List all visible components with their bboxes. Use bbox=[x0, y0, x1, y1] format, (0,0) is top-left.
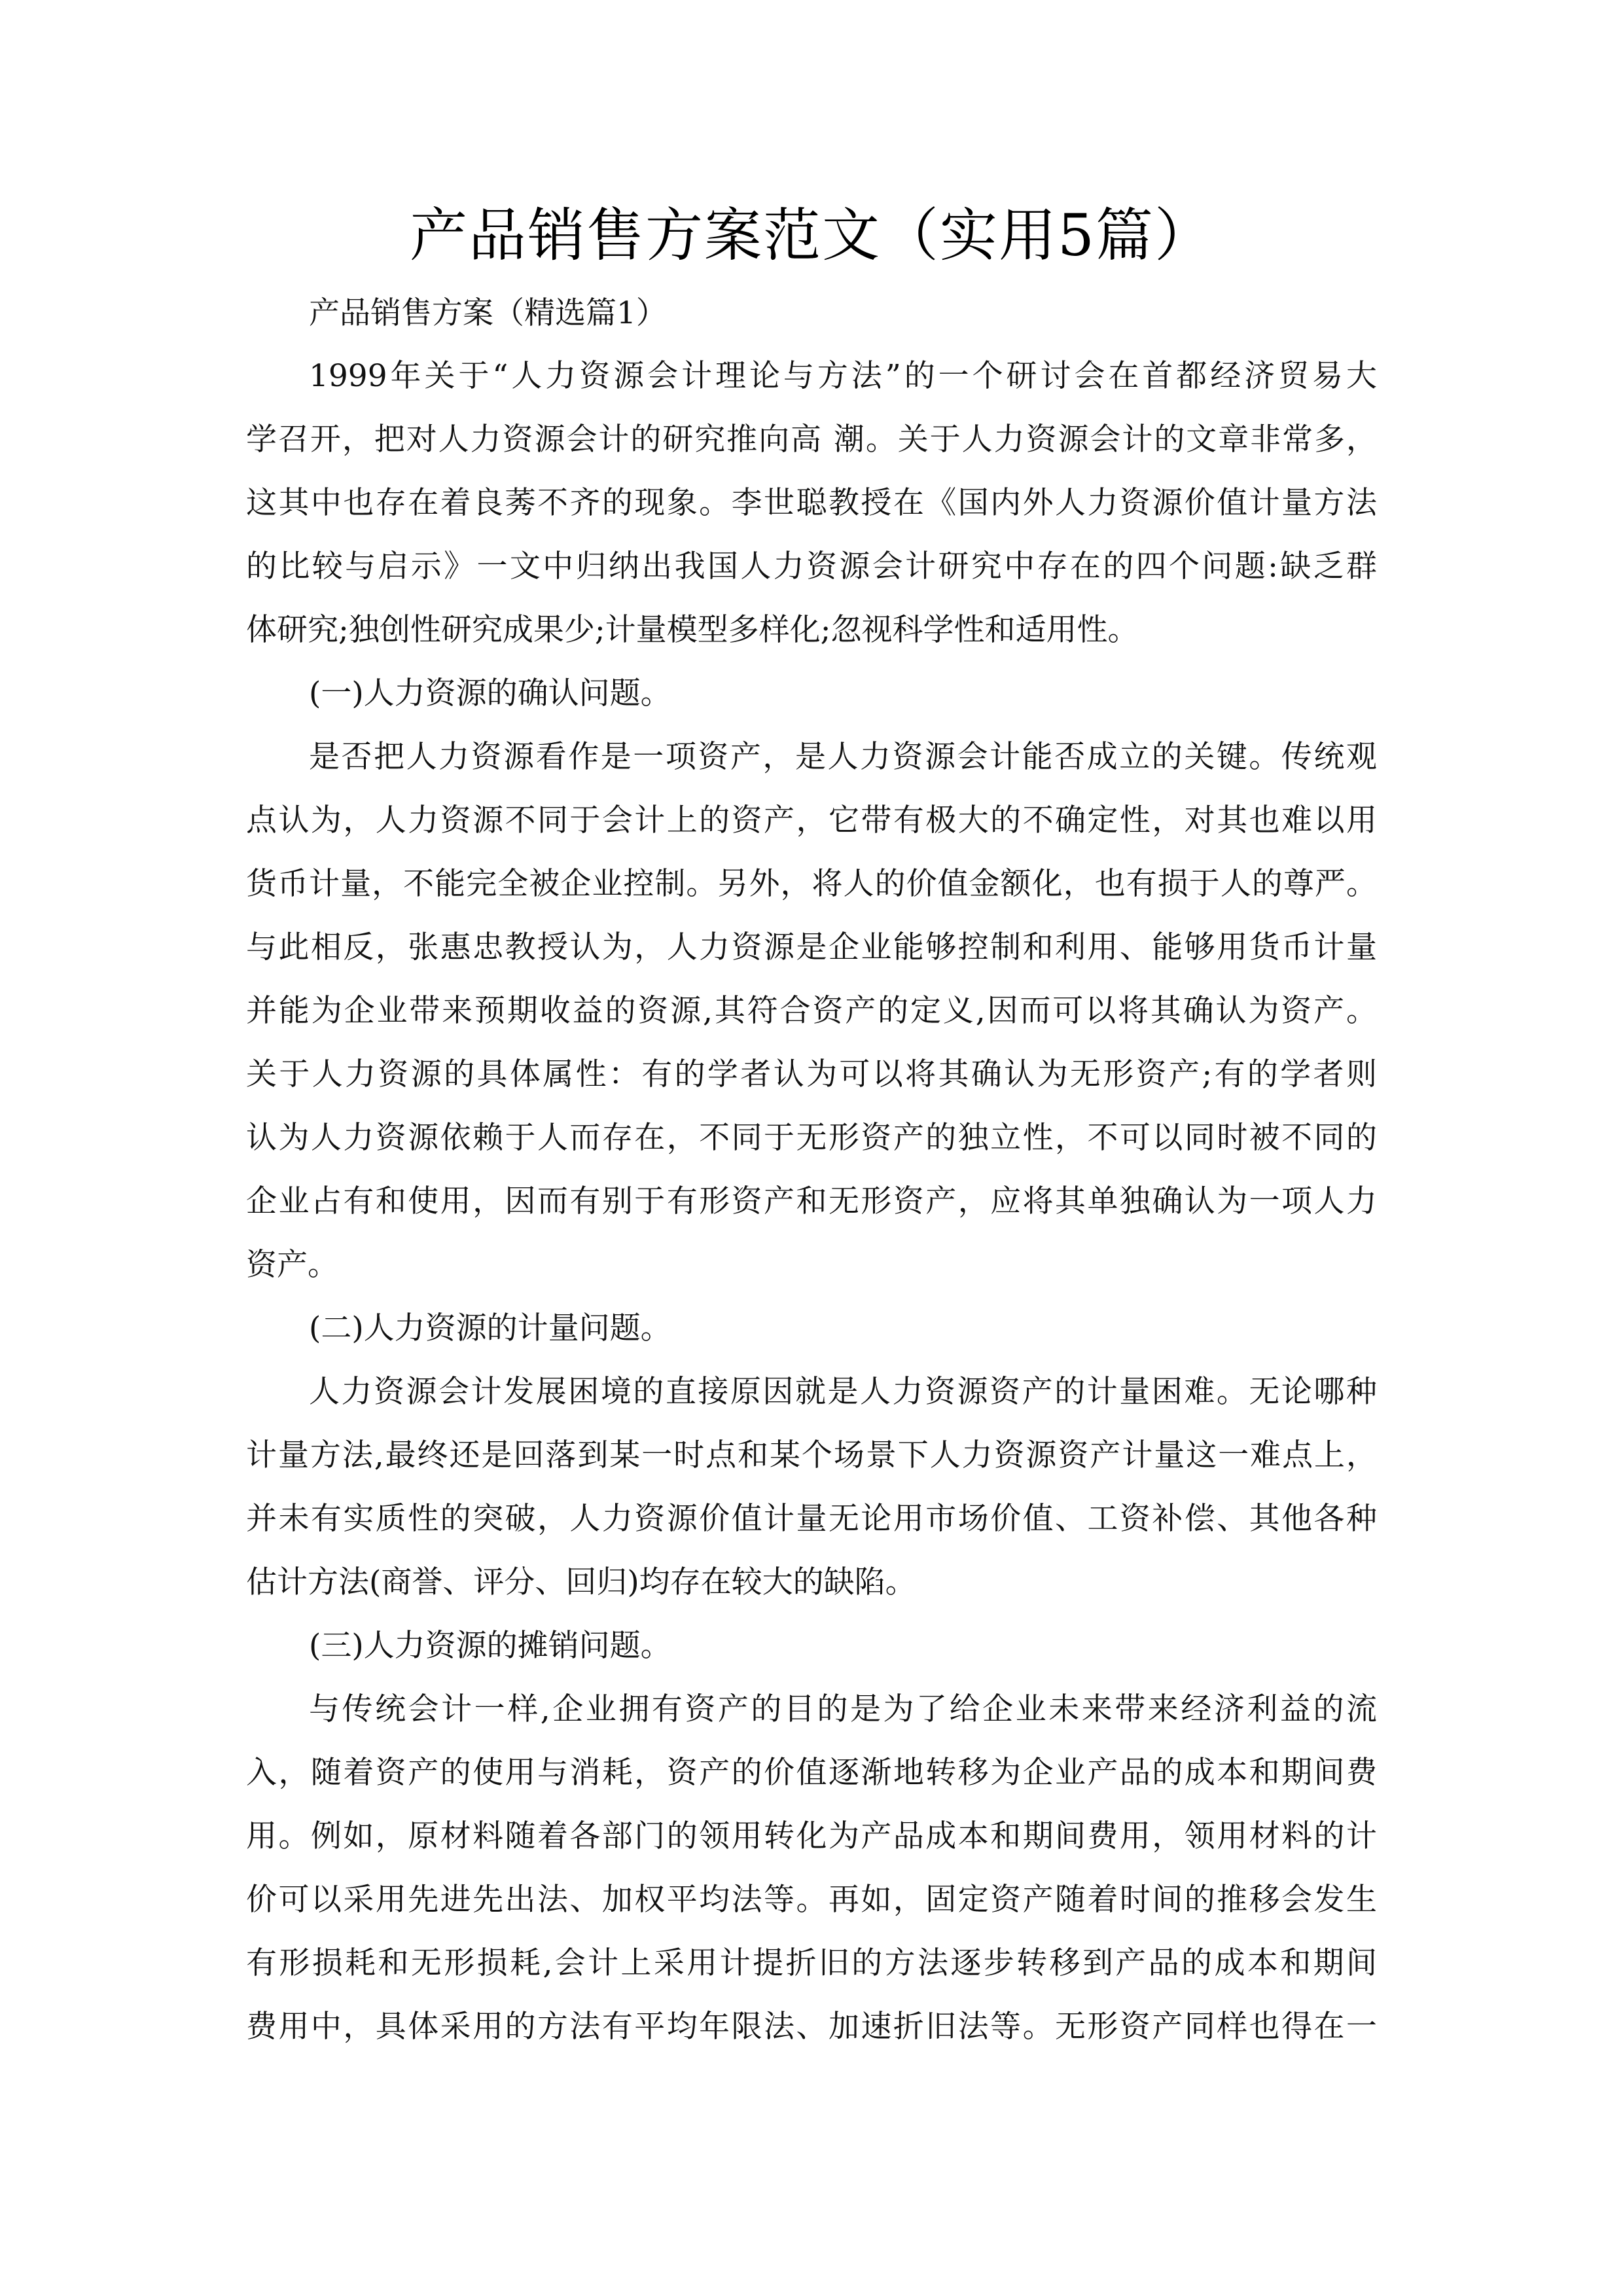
paragraph-line: 入，随着资产的使用与消耗，资产的价值逐渐地转移为企业产品的成本和期间费 bbox=[246, 1755, 1377, 1791]
section-heading: 产品销售方案（精选篇1） bbox=[309, 295, 667, 331]
paragraph-line: 学召开，把对人力资源会计的研究推向高 潮。关于人力资源会计的文章非常多， bbox=[246, 422, 1377, 457]
paragraph-line: 点认为，人力资源不同于会计上的资产，它带有极大的不确定性，对其也难以用 bbox=[246, 802, 1377, 838]
paragraph-line: 企业占有和使用，因而有别于有形资产和无形资产，应将其单独确认为一项人力 bbox=[246, 1183, 1377, 1219]
paragraph-line: 体研究;独创性研究成果少;计量模型多样化;忽视科学性和适用性。 bbox=[246, 612, 1139, 648]
paragraph-line: 费用中，具体采用的方法有平均年限法、加速折旧法等。无形资产同样也得在一 bbox=[246, 2009, 1377, 2045]
paragraph-line: 价可以采用先进先出法、加权平均法等。再如，固定资产随着时间的推移会发生 bbox=[246, 1882, 1377, 1918]
paragraph-line: 人力资源会计发展困境的直接原因就是人力资源资产的计量困难。无论哪种 bbox=[309, 1374, 1377, 1410]
paragraph-line: 与此相反，张惠忠教授认为，人力资源是企业能够控制和利用、能够用货币计量 bbox=[246, 929, 1377, 965]
subheading: (一)人力资源的确认问题。 bbox=[309, 675, 671, 711]
paragraph-line: 计量方法,最终还是回落到某一时点和某个场景下人力资源资产计量这一难点上， bbox=[246, 1437, 1377, 1473]
paragraph-line: 资产。 bbox=[246, 1247, 338, 1283]
document-title: 产品销售方案范文（实用5篇） bbox=[410, 202, 1213, 269]
subheading: (三)人力资源的摊销问题。 bbox=[309, 1628, 671, 1664]
paragraph-line: 与传统会计一样,企业拥有资产的目的是为了给企业未来带来经济利益的流 bbox=[309, 1691, 1377, 1727]
paragraph-line: 是否把人力资源看作是一项资产，是人力资源会计能否成立的关键。传统观 bbox=[309, 739, 1377, 775]
paragraph-line: 用。例如，原材料随着各部门的领用转化为产品成本和期间费用，领用材料的计 bbox=[246, 1818, 1377, 1854]
paragraph-line: 货币计量，不能完全被企业控制。另外，将人的价值金额化，也有损于人的尊严。 bbox=[246, 866, 1377, 902]
paragraph-line: 估计方法(商誉、评分、回归)均存在较大的缺陷。 bbox=[246, 1564, 916, 1600]
paragraph-line: 并未有实质性的突破，人力资源价值计量无论用市场价值、工资补偿、其他各种 bbox=[246, 1501, 1377, 1537]
paragraph-line: 并能为企业带来预期收益的资源,其符合资产的定义,因而可以将其确认为资产。 bbox=[246, 993, 1377, 1029]
paragraph-line: 这其中也存在着良莠不齐的现象。李世聪教授在《国内外人力资源价值计量方法 bbox=[246, 485, 1377, 521]
paragraph-line: 关于人力资源的具体属性：有的学者认为可以将其确认为无形资产;有的学者则 bbox=[246, 1056, 1377, 1092]
paragraph-line: 有形损耗和无形损耗,会计上采用计提折旧的方法逐步转移到产品的成本和期间 bbox=[246, 1945, 1377, 1981]
subheading: (二)人力资源的计量问题。 bbox=[309, 1310, 671, 1346]
paragraph-line: 1999年关于“人力资源会计理论与方法”的一个研讨会在首都经济贸易大 bbox=[309, 358, 1377, 394]
paragraph-line: 认为人力资源依赖于人而存在，不同于无形资产的独立性，不可以同时被不同的 bbox=[246, 1120, 1377, 1156]
paragraph-line: 的比较与启示》一文中归纳出我国人力资源会计研究中存在的四个问题:缺乏群 bbox=[246, 548, 1377, 584]
